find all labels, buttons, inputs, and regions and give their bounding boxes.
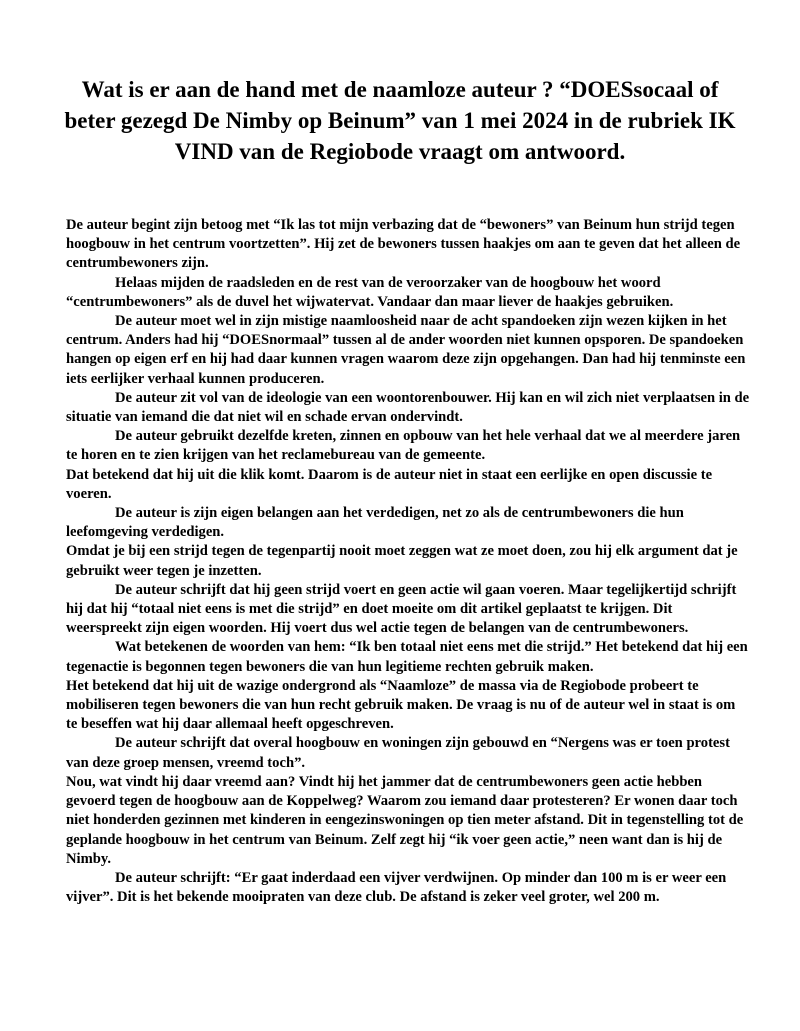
document-title: Wat is er aan de hand met de naamloze auteur ? “DOESsocaal of beter gezegd De Nimby op Beinum” van 1 mei 2024 in de rubriek IK VIND van de Regiobode vraagt om antwoord. <box>64 77 736 164</box>
paragraph: Nou, wat vindt hij daar vreemd aan? Vindt hij het jammer dat de centrumbewoners geen actie hebben gevoerd tegen de hoogbouw aan de Koppelweg? Waarom zou iemand daar protesteren? Er wonen daar toch niet honderden gezinnen met kinderen in eengezinswoningen op tien meter afstand. Dit in tegenstelling tot de geplande hoogbouw in het centrum van Beinum. Zelf zegt hij “ik voer geen actie,” neen want dan is hij de Nimby. <box>66 773 744 867</box>
paragraph: Wat betekenen de woorden van hem: “Ik ben totaal niet eens met die strijd.” Het betekend dat hij een tegenactie is begonnen tegen bewoners die van hun legitieme rechten gebruik maken. <box>66 639 748 675</box>
paragraph: De auteur is zijn eigen belangen aan het verdedigen, net zo als de centrumbewoners die hun leefomgeving verdedigen. <box>66 505 684 541</box>
paragraph: De auteur gebruikt dezelfde kreten, zinnen en opbouw van het hele verhaal dat we al meerdere jaren te horen en te zien krijgen van het reclamebureau van de gemeente. <box>66 428 741 464</box>
paragraph: De auteur schrijft dat hij geen strijd voert en geen actie wil gaan voeren. Maar tegelijkertijd schrijft hij dat hij “totaal niet eens is met die strijd” en doet moeite om dit artikel geplaatst te krijgen. Dit weerspreekt zijn eigen woorden. Hij voert dus wel actie tegen de belangen van de centrumbewoners. <box>66 581 737 637</box>
paragraph: Helaas mijden de raadsleden en de rest van de veroorzaker van de hoogbouw het woord “centrumbewoners” als de duvel het wijwatervat. Vandaar dan maar liever de haakjes gebruiken. <box>66 274 674 310</box>
paragraph: Dat betekend dat hij uit die klik komt. Daarom is de auteur niet in staat een eerlijke en open discussie te voeren. <box>66 466 713 502</box>
document-body <box>66 216 750 907</box>
paragraph: De auteur moet wel in zijn mistige naamloosheid naar de acht spandoeken zijn wezen kijken in het centrum. Anders had hij “DOESnormaal” tussen al de ander woorden niet kunnen opsporen. De spandoeken hangen op eigen erf en hij had daar kunnen vragen waarom deze zijn opgehangen. Dan had hij tenminste een iets eerlijker verhaal kunnen produceren. <box>66 313 746 387</box>
paragraph: De auteur schrijft: “Er gaat inderdaad een vijver verdwijnen. Op minder dan 100 m is er weer een vijver”. Dit is het bekende mooipraten van deze club. De afstand is zeker veel groter, wel 200 m. <box>66 869 727 906</box>
paragraph: De auteur begint zijn betoog met “Ik las tot mijn verbazing dat de “bewoners” van Beinum hun strijd tegen hoogbouw in het centrum voortzetten”. Hij zet de bewoners tussen haakjes om aan te geven dat het alleen de centrumbewoners zijn. <box>66 217 741 272</box>
paragraph: De auteur zit vol van de ideologie van een woontorenbouwer. Hij kan en wil zich niet verplaatsen in de situatie van iemand die dat niet wil en schade ervan ondervindt. <box>66 389 750 426</box>
paragraph: De auteur schrijft dat overal hoogbouw en woningen zijn gebouwd en “Nergens was er toen protest van deze groep mensen, vreemd toch”. <box>66 735 730 771</box>
paragraph: Omdat je bij een strijd tegen de tegenpartij nooit moet zeggen wat ze moet doen, zou hij elk argument dat je gebruikt weer tegen je inzetten. <box>66 543 738 579</box>
paragraph: Het betekend dat hij uit de wazige ondergrond als “Naamloze” de massa via de Regiobode probeert te mobiliseren tegen bewoners die van hun recht gebruik maken. De vraag is nu of de auteur wel in staat is om te beseffen wat hij daar allemaal heeft opgeschreven. <box>66 677 736 733</box>
